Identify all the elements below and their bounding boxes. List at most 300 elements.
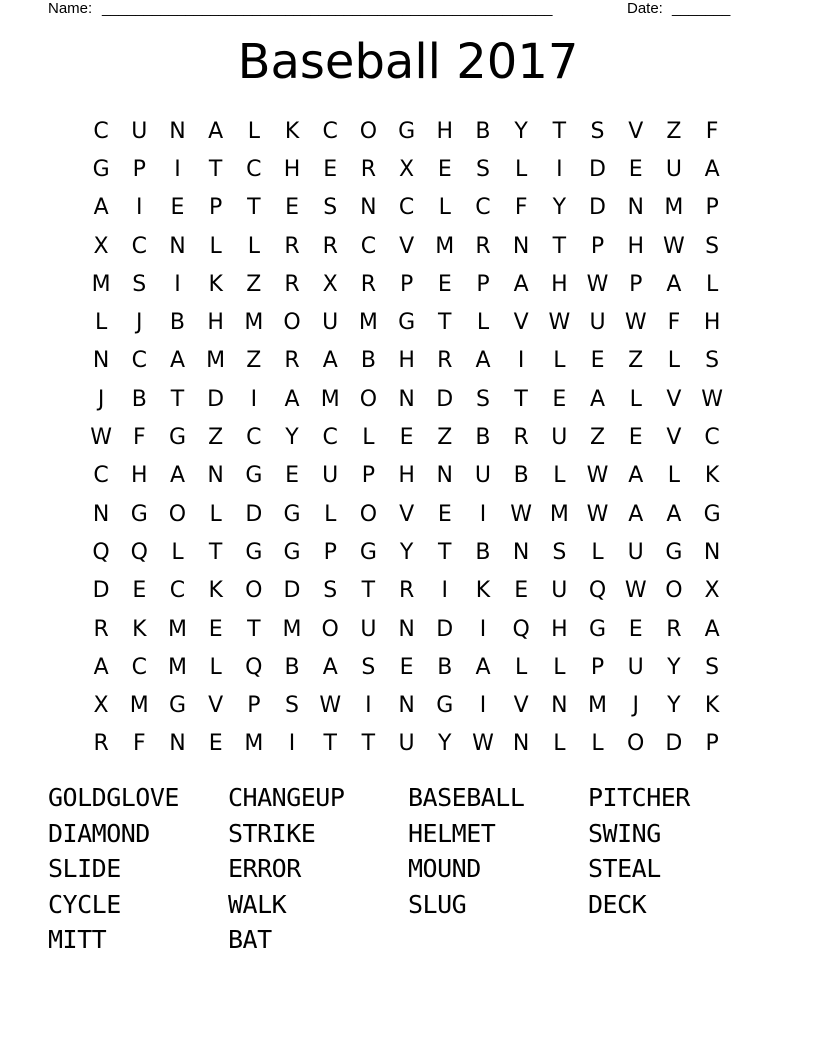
- grid-letter[interactable]: M: [167, 616, 187, 642]
- grid-letter[interactable]: H: [436, 118, 454, 144]
- grid-letter[interactable]: W: [624, 578, 647, 604]
- grid-letter[interactable]: G: [283, 501, 301, 527]
- grid-letter[interactable]: P: [323, 539, 337, 565]
- grid-letter[interactable]: B: [475, 118, 491, 144]
- grid-letter[interactable]: L: [247, 233, 260, 259]
- grid-letter[interactable]: Z: [437, 425, 453, 451]
- grid-row: [82, 725, 731, 763]
- grid-letter[interactable]: R: [475, 233, 491, 259]
- grid-letter[interactable]: A: [666, 271, 682, 297]
- grid-letter[interactable]: U: [589, 310, 606, 336]
- grid-letter[interactable]: U: [627, 539, 644, 565]
- grid-letter[interactable]: P: [399, 271, 414, 297]
- grid-letter[interactable]: H: [398, 348, 415, 374]
- grid-letter[interactable]: A: [322, 654, 338, 680]
- grid-letter[interactable]: I: [288, 731, 296, 757]
- grid-letter[interactable]: Z: [246, 348, 262, 374]
- grid-letter[interactable]: P: [361, 463, 376, 489]
- grid-letter[interactable]: D: [589, 156, 606, 182]
- grid-letter[interactable]: U: [551, 425, 568, 451]
- grid-letter[interactable]: R: [398, 578, 415, 604]
- grid-letter[interactable]: T: [552, 118, 567, 144]
- grid-letter[interactable]: O: [168, 501, 187, 527]
- grid-letter[interactable]: B: [131, 386, 147, 412]
- grid-letter[interactable]: G: [168, 425, 186, 451]
- grid-letter[interactable]: W: [586, 463, 609, 489]
- grid-letter[interactable]: T: [323, 731, 337, 757]
- name-field[interactable]: ______________________________________________________: [102, 0, 553, 17]
- grid-letter[interactable]: I: [174, 271, 181, 297]
- grid-letter[interactable]: U: [665, 156, 682, 182]
- grid-letter[interactable]: O: [627, 731, 645, 757]
- grid-letter[interactable]: W: [624, 310, 647, 336]
- grid-letter[interactable]: M: [588, 693, 608, 719]
- grid-letter[interactable]: G: [283, 539, 301, 565]
- grid-letter[interactable]: D: [589, 195, 606, 221]
- grid-letter[interactable]: B: [284, 654, 300, 680]
- grid-letter[interactable]: L: [667, 348, 681, 374]
- grid-letter[interactable]: N: [398, 386, 415, 412]
- grid-letter[interactable]: E: [399, 425, 414, 451]
- grid-letter[interactable]: T: [361, 731, 376, 757]
- grid-letter[interactable]: G: [398, 118, 416, 144]
- grid-letter[interactable]: L: [629, 386, 642, 412]
- grid-letter[interactable]: Z: [208, 425, 224, 451]
- grid-letter[interactable]: O: [359, 118, 378, 144]
- grid-letter[interactable]: L: [553, 463, 566, 489]
- grid-letter[interactable]: B: [437, 654, 453, 680]
- grid-letter[interactable]: P: [705, 195, 719, 221]
- grid-letter[interactable]: U: [627, 654, 644, 680]
- grid-letter[interactable]: C: [246, 156, 262, 182]
- grid-letter[interactable]: Q: [130, 539, 148, 565]
- grid-letter[interactable]: O: [359, 501, 378, 527]
- grid-letter[interactable]: O: [245, 578, 263, 604]
- grid-letter[interactable]: M: [167, 654, 187, 680]
- grid-letter[interactable]: A: [475, 654, 491, 680]
- grid-letter[interactable]: U: [131, 118, 148, 144]
- grid-letter[interactable]: I: [136, 195, 143, 221]
- grid-letter[interactable]: L: [209, 501, 222, 527]
- grid-letter[interactable]: A: [284, 386, 300, 412]
- grid-letter[interactable]: H: [283, 156, 301, 182]
- grid-letter[interactable]: U: [398, 731, 415, 757]
- grid-letter[interactable]: S: [552, 539, 567, 565]
- grid-letter[interactable]: N: [512, 539, 530, 565]
- grid-letter[interactable]: K: [704, 463, 720, 489]
- grid-letter[interactable]: W: [586, 271, 609, 297]
- grid-letter[interactable]: K: [475, 578, 491, 604]
- grid-letter[interactable]: P: [705, 731, 719, 757]
- grid-letter[interactable]: A: [322, 348, 338, 374]
- grid-letter[interactable]: C: [704, 425, 720, 451]
- grid-letter[interactable]: B: [169, 310, 186, 336]
- grid-letter[interactable]: K: [704, 693, 720, 719]
- grid-letter[interactable]: L: [553, 654, 566, 680]
- grid-letter[interactable]: W: [472, 731, 494, 757]
- grid-letter[interactable]: X: [93, 233, 109, 259]
- grid-letter[interactable]: E: [208, 731, 223, 757]
- grid-letter[interactable]: H: [398, 463, 415, 489]
- grid-letter[interactable]: P: [476, 271, 490, 297]
- grid-letter[interactable]: X: [93, 693, 109, 719]
- grid-letter[interactable]: S: [705, 654, 720, 680]
- grid-letter[interactable]: C: [93, 463, 109, 489]
- grid-letter[interactable]: O: [321, 616, 339, 642]
- grid-letter[interactable]: V: [399, 501, 415, 527]
- grid-letter[interactable]: L: [591, 731, 604, 757]
- grid-letter[interactable]: L: [209, 654, 222, 680]
- grid-letter[interactable]: I: [250, 386, 258, 412]
- grid-letter[interactable]: D: [92, 578, 110, 604]
- grid-letter[interactable]: C: [246, 425, 262, 451]
- grid-letter[interactable]: L: [94, 310, 108, 336]
- grid-letter[interactable]: L: [515, 156, 528, 182]
- grid-letter[interactable]: R: [284, 348, 300, 374]
- grid-letter[interactable]: T: [361, 578, 376, 604]
- grid-letter[interactable]: C: [475, 195, 491, 221]
- grid-letter[interactable]: S: [323, 578, 338, 604]
- grid-letter[interactable]: G: [92, 156, 110, 182]
- grid-letter[interactable]: M: [664, 195, 684, 221]
- grid-letter[interactable]: C: [131, 348, 147, 374]
- grid-letter[interactable]: G: [130, 501, 148, 527]
- grid-letter[interactable]: K: [132, 616, 147, 642]
- grid-letter[interactable]: V: [513, 693, 529, 719]
- grid-letter[interactable]: E: [590, 348, 605, 374]
- grid-letter[interactable]: K: [208, 271, 223, 297]
- grid-letter[interactable]: I: [479, 616, 487, 642]
- grid-letter[interactable]: H: [207, 310, 224, 336]
- grid-letter[interactable]: G: [398, 310, 416, 336]
- grid-letter[interactable]: C: [398, 195, 415, 221]
- grid-letter[interactable]: Y: [285, 425, 299, 451]
- word-list-item: BASEBALL: [408, 783, 525, 812]
- grid-letter[interactable]: C: [169, 578, 186, 604]
- grid-letter[interactable]: P: [209, 195, 223, 221]
- grid-letter[interactable]: A: [704, 616, 720, 642]
- grid-letter[interactable]: Q: [92, 539, 110, 565]
- grid-letter[interactable]: E: [132, 578, 147, 604]
- grid-letter[interactable]: G: [665, 539, 683, 565]
- grid-letter[interactable]: I: [479, 501, 487, 527]
- grid-letter[interactable]: C: [322, 118, 338, 144]
- grid-letter[interactable]: F: [705, 118, 719, 144]
- grid-letter[interactable]: R: [284, 233, 300, 259]
- grid-letter[interactable]: N: [627, 195, 644, 221]
- grid-letter[interactable]: H: [627, 233, 644, 259]
- grid-letter[interactable]: S: [285, 693, 300, 719]
- grid-letter[interactable]: Y: [399, 539, 414, 565]
- grid-letter[interactable]: Y: [514, 118, 528, 144]
- grid-letter[interactable]: S: [475, 386, 490, 412]
- grid-letter[interactable]: P: [590, 233, 605, 259]
- grid-letter[interactable]: C: [93, 118, 109, 144]
- grid-letter[interactable]: Z: [628, 348, 644, 374]
- grid-letter[interactable]: X: [322, 271, 338, 297]
- grid-letter[interactable]: T: [247, 616, 261, 642]
- grid-row: [82, 610, 731, 648]
- grid-letter[interactable]: V: [208, 693, 224, 719]
- grid-letter[interactable]: N: [169, 233, 186, 259]
- grid-letter[interactable]: S: [705, 233, 720, 259]
- grid-letter[interactable]: A: [93, 654, 109, 680]
- grid-letter[interactable]: F: [667, 310, 681, 336]
- grid-letter[interactable]: L: [667, 463, 681, 489]
- grid-letter[interactable]: Y: [667, 654, 681, 680]
- grid-letter[interactable]: T: [208, 156, 223, 182]
- grid-letter[interactable]: Z: [666, 118, 682, 144]
- grid-letter[interactable]: R: [284, 271, 300, 297]
- grid-letter[interactable]: I: [365, 693, 372, 719]
- grid-letter[interactable]: N: [398, 616, 415, 642]
- grid-letter[interactable]: S: [361, 654, 376, 680]
- grid-letter[interactable]: E: [628, 425, 643, 451]
- grid-letter[interactable]: E: [323, 156, 338, 182]
- grid-letter[interactable]: O: [359, 386, 378, 412]
- grid-letter[interactable]: A: [169, 348, 185, 374]
- grid-letter[interactable]: V: [666, 386, 682, 412]
- grid-letter[interactable]: E: [285, 195, 299, 221]
- grid-letter[interactable]: N: [551, 693, 568, 719]
- grid-letter[interactable]: M: [549, 501, 569, 527]
- grid-letter[interactable]: N: [92, 348, 110, 374]
- grid-letter[interactable]: H: [131, 463, 148, 489]
- word-list-item: SLIDE: [48, 854, 121, 884]
- grid-letter[interactable]: L: [324, 501, 337, 527]
- grid-letter[interactable]: G: [436, 693, 454, 719]
- grid-letter[interactable]: E: [208, 616, 223, 642]
- grid-letter[interactable]: G: [245, 539, 263, 565]
- grid-letter[interactable]: M: [358, 310, 378, 336]
- grid-letter[interactable]: C: [360, 233, 377, 259]
- grid-letter[interactable]: R: [360, 156, 377, 182]
- grid-letter[interactable]: D: [436, 616, 454, 642]
- grid-letter[interactable]: N: [207, 463, 224, 489]
- grid-letter[interactable]: E: [552, 386, 567, 412]
- grid-letter[interactable]: L: [553, 731, 566, 757]
- grid-letter[interactable]: F: [132, 425, 146, 451]
- grid-letter[interactable]: J: [97, 386, 105, 412]
- grid-letter[interactable]: K: [284, 118, 300, 144]
- grid-letter[interactable]: P: [590, 654, 605, 680]
- grid-letter[interactable]: C: [322, 425, 338, 451]
- grid-letter[interactable]: Q: [245, 654, 263, 680]
- grid-letter[interactable]: R: [513, 425, 529, 451]
- grid-letter[interactable]: Y: [438, 731, 452, 757]
- grid-letter[interactable]: L: [209, 233, 222, 259]
- grid-letter[interactable]: A: [513, 271, 529, 297]
- grid-letter[interactable]: A: [628, 501, 644, 527]
- grid-letter[interactable]: N: [512, 731, 530, 757]
- grid-letter[interactable]: Y: [667, 693, 681, 719]
- grid-letter[interactable]: N: [512, 233, 530, 259]
- word-list-item: DECK: [588, 889, 647, 919]
- grid-letter[interactable]: A: [93, 195, 109, 221]
- grid-letter[interactable]: T: [170, 386, 185, 412]
- grid-letter[interactable]: M: [244, 731, 264, 757]
- grid-letter[interactable]: C: [131, 233, 147, 259]
- grid-letter[interactable]: U: [360, 616, 377, 642]
- grid-letter[interactable]: G: [359, 539, 377, 565]
- grid-letter[interactable]: R: [666, 616, 682, 642]
- grid-letter[interactable]: W: [663, 233, 685, 259]
- grid-letter[interactable]: S: [132, 271, 147, 297]
- grid-letter[interactable]: R: [322, 233, 338, 259]
- grid-letter[interactable]: V: [399, 233, 415, 259]
- grid-letter[interactable]: A: [475, 348, 491, 374]
- grid-letter[interactable]: Z: [589, 425, 606, 451]
- grid-letter[interactable]: E: [437, 501, 452, 527]
- date-field[interactable]: _______: [672, 0, 731, 17]
- grid-letter[interactable]: N: [703, 539, 721, 565]
- grid-letter[interactable]: T: [208, 539, 223, 565]
- grid-letter[interactable]: E: [285, 463, 299, 489]
- grid-letter[interactable]: L: [591, 539, 604, 565]
- grid-letter[interactable]: A: [628, 463, 644, 489]
- grid-letter[interactable]: D: [436, 386, 454, 412]
- grid-letter[interactable]: C: [131, 654, 147, 680]
- grid-letter[interactable]: L: [438, 195, 451, 221]
- grid-letter[interactable]: S: [705, 348, 720, 374]
- grid-letter[interactable]: U: [322, 463, 339, 489]
- grid-letter[interactable]: N: [360, 195, 377, 221]
- grid-letter[interactable]: E: [437, 271, 452, 297]
- grid-letter[interactable]: O: [665, 578, 683, 604]
- grid-letter[interactable]: E: [628, 156, 643, 182]
- grid-letter[interactable]: P: [132, 156, 146, 182]
- grid-letter[interactable]: Y: [552, 195, 567, 221]
- grid-letter[interactable]: D: [245, 501, 263, 527]
- grid-letter[interactable]: I: [556, 156, 563, 182]
- grid-letter[interactable]: P: [629, 271, 643, 297]
- grid-letter[interactable]: M: [320, 386, 340, 412]
- grid-letter[interactable]: S: [590, 118, 605, 144]
- grid-letter[interactable]: T: [514, 386, 528, 412]
- grid-letter[interactable]: Q: [588, 578, 607, 604]
- grid-letter[interactable]: M: [435, 233, 455, 259]
- grid-letter[interactable]: W: [586, 501, 609, 527]
- grid-letter[interactable]: H: [703, 310, 721, 336]
- grid-letter[interactable]: L: [476, 310, 490, 336]
- grid-letter[interactable]: G: [168, 693, 186, 719]
- grid-letter[interactable]: B: [513, 463, 529, 489]
- grid-letter[interactable]: U: [551, 578, 568, 604]
- grid-letter[interactable]: H: [551, 271, 568, 297]
- grid-letter[interactable]: W: [701, 386, 723, 412]
- grid-letter[interactable]: X: [399, 156, 415, 182]
- grid-letter[interactable]: W: [90, 425, 112, 451]
- grid-letter[interactable]: D: [665, 731, 683, 757]
- grid-letter[interactable]: E: [514, 578, 529, 604]
- grid-letter[interactable]: N: [92, 501, 110, 527]
- grid-letter[interactable]: H: [551, 616, 568, 642]
- grid-letter[interactable]: R: [93, 731, 109, 757]
- grid-letter[interactable]: J: [136, 310, 143, 336]
- grid-letter[interactable]: G: [703, 501, 721, 527]
- grid-letter[interactable]: L: [705, 271, 719, 297]
- grid-letter[interactable]: N: [398, 693, 415, 719]
- grid-letter[interactable]: I: [441, 578, 449, 604]
- grid-letter[interactable]: B: [475, 425, 491, 451]
- grid-letter[interactable]: R: [360, 271, 377, 297]
- grid-letter[interactable]: N: [169, 731, 186, 757]
- grid-letter[interactable]: S: [475, 156, 490, 182]
- grid-letter[interactable]: N: [436, 463, 454, 489]
- grid-letter[interactable]: W: [510, 501, 533, 527]
- grid-letter[interactable]: A: [169, 463, 185, 489]
- grid-letter[interactable]: M: [244, 310, 264, 336]
- grid-letter[interactable]: A: [666, 501, 682, 527]
- grid-letter[interactable]: L: [171, 539, 184, 565]
- grid-letter[interactable]: E: [628, 616, 643, 642]
- name-label: Name:: [48, 0, 93, 17]
- grid-letter[interactable]: Q: [512, 616, 530, 642]
- grid-letter[interactable]: Z: [246, 271, 262, 297]
- grid-letter[interactable]: V: [513, 310, 529, 336]
- grid-row: [82, 457, 731, 495]
- grid-letter[interactable]: T: [552, 233, 567, 259]
- grid-letter[interactable]: T: [247, 195, 261, 221]
- grid-letter[interactable]: A: [704, 156, 720, 182]
- grid-letter[interactable]: L: [553, 348, 566, 374]
- grid-letter[interactable]: L: [247, 118, 260, 144]
- grid-letter[interactable]: G: [245, 463, 263, 489]
- grid-letter[interactable]: R: [437, 348, 453, 374]
- grid-letter[interactable]: M: [206, 348, 226, 374]
- grid-letter[interactable]: F: [514, 195, 528, 221]
- grid-letter[interactable]: P: [247, 693, 261, 719]
- grid-letter[interactable]: T: [438, 539, 452, 565]
- grid-letter[interactable]: X: [704, 578, 720, 604]
- grid-letter[interactable]: E: [437, 156, 452, 182]
- grid-letter[interactable]: T: [438, 310, 452, 336]
- grid-letter[interactable]: W: [319, 693, 342, 719]
- grid-letter[interactable]: D: [207, 386, 225, 412]
- grid-letter[interactable]: M: [91, 271, 111, 297]
- word-list-item: SWING: [588, 818, 661, 848]
- grid-letter[interactable]: A: [208, 118, 224, 144]
- grid-row: [82, 686, 731, 724]
- grid-letter[interactable]: U: [474, 463, 492, 489]
- grid-letter[interactable]: S: [323, 195, 338, 221]
- grid-letter[interactable]: E: [399, 654, 414, 680]
- grid-letter[interactable]: E: [170, 195, 185, 221]
- grid-letter[interactable]: M: [282, 616, 302, 642]
- grid-letter[interactable]: V: [628, 118, 644, 144]
- grid-letter[interactable]: A: [590, 386, 606, 412]
- grid-letter[interactable]: D: [283, 578, 301, 604]
- grid-letter[interactable]: W: [548, 310, 571, 336]
- grid-letter[interactable]: V: [666, 425, 682, 451]
- grid-letter[interactable]: I: [174, 156, 181, 182]
- grid-letter[interactable]: N: [169, 118, 186, 144]
- grid-letter[interactable]: K: [208, 578, 223, 604]
- grid-letter[interactable]: B: [360, 348, 376, 374]
- grid-letter[interactable]: R: [93, 616, 109, 642]
- grid-letter[interactable]: G: [589, 616, 607, 642]
- grid-letter[interactable]: M: [129, 693, 149, 719]
- grid-letter[interactable]: F: [132, 731, 146, 757]
- grid-letter[interactable]: J: [632, 693, 639, 719]
- grid-letter[interactable]: B: [475, 539, 491, 565]
- grid-letter[interactable]: L: [362, 425, 375, 451]
- grid-letter[interactable]: O: [283, 310, 301, 336]
- grid-letter[interactable]: U: [322, 310, 339, 336]
- grid-letter[interactable]: I: [479, 693, 487, 719]
- grid-letter[interactable]: L: [515, 654, 528, 680]
- grid-letter[interactable]: I: [517, 348, 525, 374]
